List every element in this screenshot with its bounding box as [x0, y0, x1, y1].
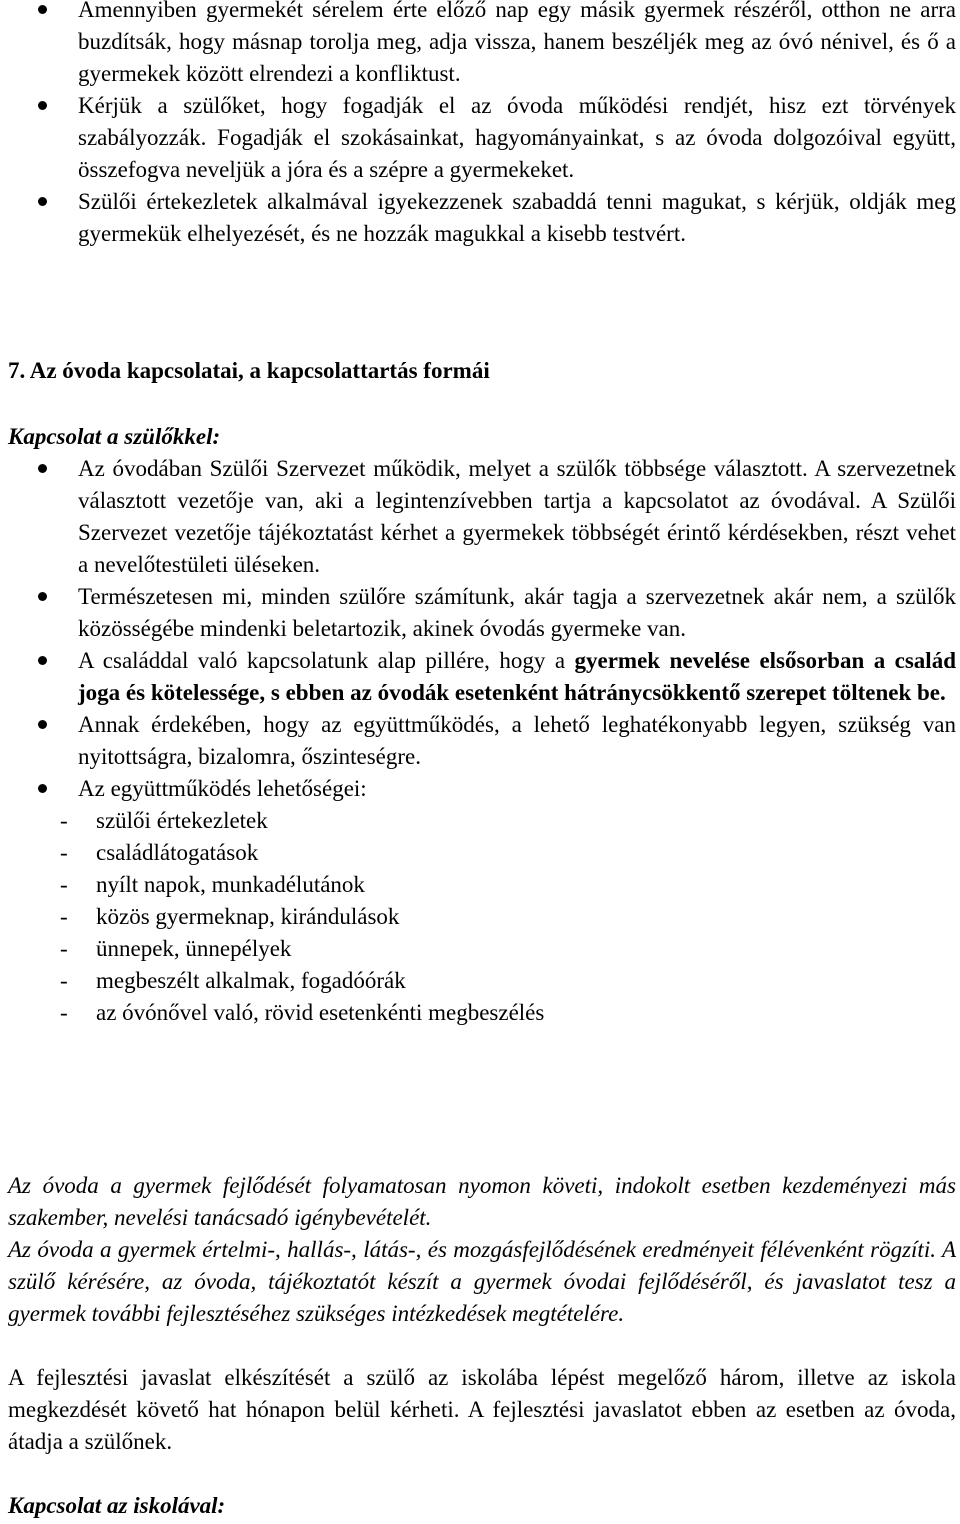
list-item	[0, 186, 960, 250]
body-paragraph	[8, 1362, 956, 1458]
list-item	[0, 90, 960, 186]
parents-bullet-list	[0, 453, 960, 1029]
bullet-icon	[38, 592, 47, 601]
paragraph-text: Az óvoda a gyermek fejlődését folyamatosan nyomon követi, indokolt esetben kezdeményezi más szakember, nevelési tanácsadó igénybevételét.	[8, 1173, 956, 1230]
dash-mark: -	[60, 936, 68, 961]
option-text: nyílt napok, munkadélutánok	[96, 872, 365, 897]
list-item	[0, 645, 960, 709]
bullet-icon	[38, 5, 47, 14]
list-item	[0, 0, 960, 90]
option-text: ünnepek, ünnepélyek	[96, 936, 292, 961]
list-item	[0, 773, 960, 1029]
list-item	[0, 709, 960, 773]
list-item-text: Az együttműködés lehetőségei:	[78, 776, 367, 801]
list-item	[0, 581, 960, 645]
option-text: családlátogatások	[96, 840, 259, 865]
option-text: az óvónővel való, rövid esetenkénti megbeszélés	[96, 1000, 545, 1025]
list-item	[0, 901, 956, 933]
list-item	[0, 869, 956, 901]
dash-mark: -	[60, 840, 68, 865]
list-item-emphasis: gyermek nevelése elsősorban a család joga és kötelessége, s ebben az óvodák esetenként hátránycsökkentő szerepet töltenek be.	[78, 648, 956, 705]
dash-mark: -	[60, 1000, 68, 1025]
list-item-text: Szülői értekezletek alkalmával igyekezzenek szabaddá tenni magukat, s kérjük, oldják meg gyermekük elhelyezését, és ne hozzák magukkal a kisebb testvért.	[78, 189, 956, 246]
bullet-icon	[38, 464, 47, 473]
list-item	[0, 837, 956, 869]
bullet-icon	[38, 784, 47, 793]
option-text: szülői értekezletek	[96, 808, 268, 833]
list-item-text: Az óvodában Szülői Szervezet működik, melyet a szülők többsége választott. A szervezetnek választott vezetője van, aki a legintenzívebben tartja a kapcsolatot az óvodával. A Szülői Szervezet vezetője tájékoztatást kérhet a gyermekek többségét érintő kérdésekben, részt vehet a nevelőtestületi üléseken.	[78, 456, 956, 577]
list-item	[0, 965, 956, 997]
top-bullet-list	[0, 0, 960, 250]
italic-paragraph	[8, 1170, 956, 1330]
section-heading: 7. Az óvoda kapcsolatai, a kapcsolattartás formái	[8, 358, 490, 383]
bullet-icon	[38, 656, 47, 665]
dash-mark: -	[60, 968, 68, 993]
list-item-text: Kérjük a szülőket, hogy fogadják el az óvoda működési rendjét, hisz ezt törvények szabályozzák. Fogadják el szokásainkat, hagyományainkat, s az óvoda dolgozóival együtt, összefogva neveljük a jóra és a szépre a gyermekeket.	[78, 93, 956, 182]
list-item	[0, 933, 956, 965]
list-item	[0, 997, 956, 1029]
list-item	[0, 453, 960, 581]
dash-mark: -	[60, 808, 68, 833]
option-text: közös gyermeknap, kirándulások	[96, 904, 400, 929]
cooperation-options-list	[0, 805, 956, 1029]
bullet-icon	[38, 101, 47, 110]
bullet-icon	[38, 720, 47, 729]
list-item-text: Amennyiben gyermekét sérelem érte előző nap egy másik gyermek részéről, otthon ne arra buzdítsák, hogy másnap torolja meg, adja vissza, hanem beszéljék meg az óvó nénivel, és ő a gyermekek között elrendezi a konfliktust.	[78, 0, 956, 86]
list-item-text: Természetesen mi, minden szülőre számítunk, akár tagja a szervezetnek akár nem, a szülők közösségébe mindenki beletartozik, akinek óvodás gyermeke van.	[78, 584, 956, 641]
option-text: megbeszélt alkalmak, fogadóórák	[96, 968, 406, 993]
list-item	[0, 805, 956, 837]
bullet-icon	[38, 197, 47, 206]
list-item-text: A családdal való kapcsolatunk alap pillére, hogy a	[78, 648, 575, 673]
subheading-parents: Kapcsolat a szülőkkel:	[8, 424, 221, 449]
dash-mark: -	[60, 904, 68, 929]
paragraph-text: A fejlesztési javaslat elkészítését a szülő az iskolába lépést megelőző három, illetve az iskola megkezdését követő hat hónapon belül kérheti. A fejlesztési javaslatot ebben az esetben az óvoda, átadja a szülőnek.	[8, 1365, 956, 1454]
dash-mark: -	[60, 872, 68, 897]
subheading-school: Kapcsolat az iskolával:	[8, 1493, 226, 1518]
paragraph-text: Az óvoda a gyermek értelmi-, hallás-, látás-, és mozgásfejlődésének eredményeit félévenként rögzíti. A szülő kérésére, az óvoda, tájékoztatót készít a gyermek óvodai fejlődéséről, és javaslatot tesz a gyermek további fejlesztéséhez szükséges intézkedések megtételére.	[8, 1237, 956, 1326]
list-item-text: Annak érdekében, hogy az együttműködés, a lehető leghatékonyabb legyen, szükség van nyitottságra, bizalomra, őszinteségre.	[78, 712, 956, 769]
